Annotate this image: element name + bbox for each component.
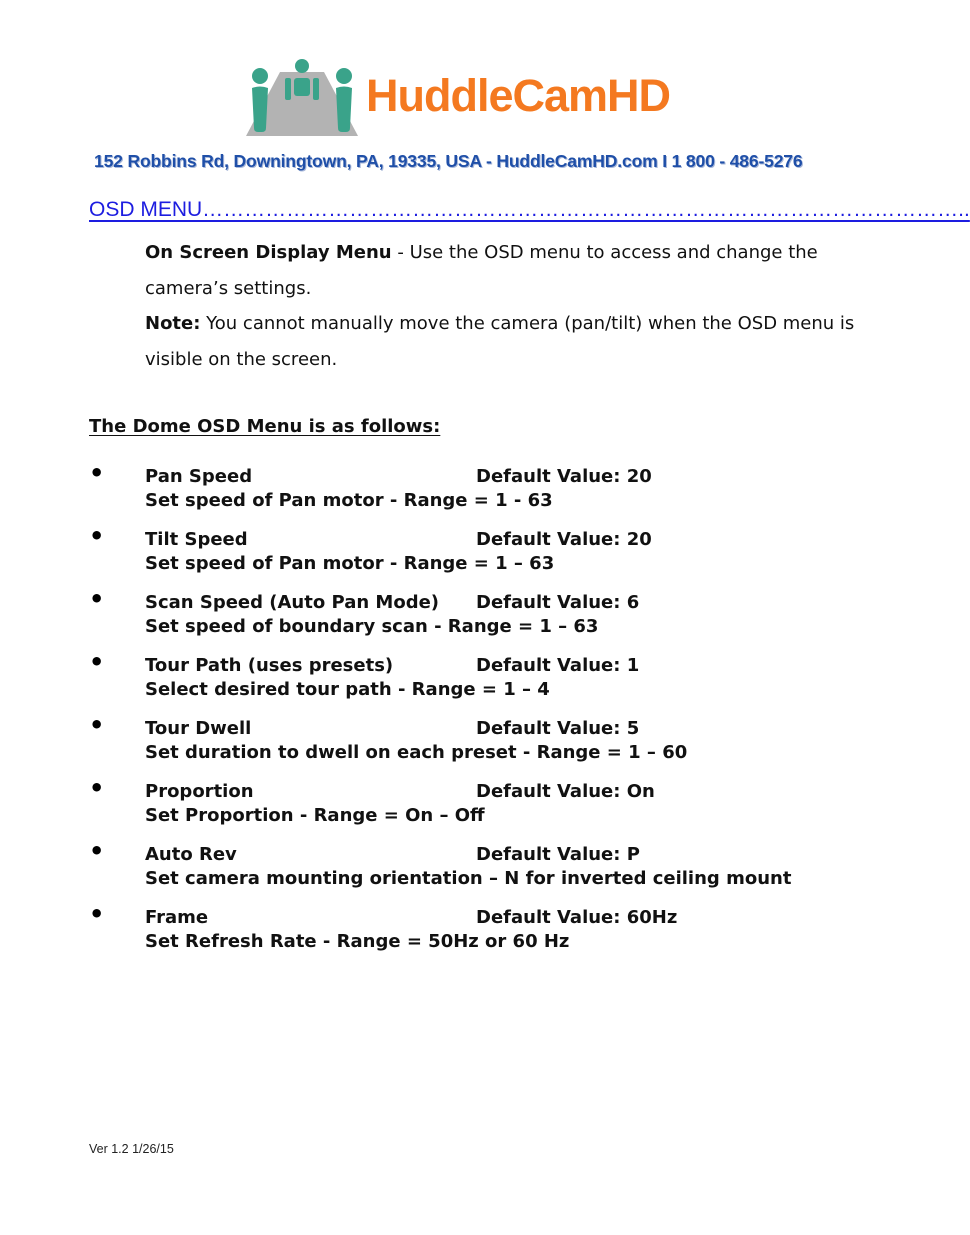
- bullet-icon: •: [89, 900, 105, 928]
- bullet-icon: •: [89, 711, 105, 739]
- list-item: [0, 522, 954, 589]
- setting-description: Set Proportion - Range = On – Off: [145, 805, 485, 826]
- setting-default: Default Value: 1: [476, 655, 640, 676]
- list-item: [0, 459, 954, 526]
- intro-line-1: [145, 235, 875, 306]
- setting-description: Set speed of boundary scan - Range = 1 – 63: [145, 616, 599, 637]
- section-heading-osd-menu[interactable]: OSD MENU………………………………………………………………………………………………..: [89, 198, 970, 221]
- intro-bold-title: On Screen Display Menu: [145, 242, 392, 263]
- intro-text: - Use the OSD menu to access and change the camera’s settings.: [145, 242, 818, 299]
- bullet-icon: •: [89, 837, 105, 865]
- note-label: Note:: [145, 313, 201, 334]
- setting-default: Default Value: 60Hz: [476, 907, 678, 928]
- setting-name: Pan Speed: [145, 466, 253, 487]
- version-footer: Ver 1.2 1/26/15: [89, 1142, 174, 1156]
- logo-people-icon: [240, 52, 365, 142]
- intro-paragraph: [145, 235, 875, 377]
- company-address: 152 Robbins Rd, Downingtown, PA, 19335, USA - HuddleCamHD.com I 1 800 - 486-5276: [94, 151, 803, 171]
- setting-name: Tilt Speed: [145, 529, 248, 550]
- setting-name: Tour Dwell: [145, 718, 252, 739]
- setting-default: Default Value: 20: [476, 529, 652, 550]
- osd-list-heading: The Dome OSD Menu is as follows:: [89, 416, 441, 437]
- setting-name: Tour Path (uses presets): [145, 655, 394, 676]
- setting-description: Set Refresh Rate - Range = 50Hz or 60 Hz: [145, 931, 570, 952]
- setting-default: Default Value: 5: [476, 718, 640, 739]
- list-item: [0, 585, 954, 652]
- setting-description: Select desired tour path - Range = 1 – 4: [145, 679, 550, 700]
- bullet-icon: •: [89, 585, 105, 613]
- setting-description: Set duration to dwell on each preset - Range = 1 – 60: [145, 742, 688, 763]
- intro-line-2: [145, 306, 875, 377]
- bullet-icon: •: [89, 459, 105, 487]
- setting-default: Default Value: 20: [476, 466, 652, 487]
- setting-name: Frame: [145, 907, 209, 928]
- setting-name: Proportion: [145, 781, 254, 802]
- setting-name: Auto Rev: [145, 844, 237, 865]
- bullet-icon: •: [89, 522, 105, 550]
- setting-description: Set speed of Pan motor - Range = 1 – 63: [145, 553, 555, 574]
- setting-default: Default Value: On: [476, 781, 655, 802]
- setting-description: Set camera mounting orientation – N for inverted ceiling mount: [145, 868, 792, 889]
- list-item: [0, 774, 954, 841]
- bullet-icon: •: [89, 774, 105, 802]
- list-item: [0, 837, 954, 904]
- huddlecamhd-logo: [240, 52, 730, 142]
- setting-description: Set speed of Pan motor - Range = 1 - 63: [145, 490, 553, 511]
- note-text: You cannot manually move the camera (pan/tilt) when the OSD menu is visible on the screen.: [145, 313, 855, 370]
- list-item: [0, 900, 954, 967]
- setting-default: Default Value: 6: [476, 592, 640, 613]
- list-item: [0, 648, 954, 715]
- list-item: [0, 711, 954, 778]
- setting-default: Default Value: P: [476, 844, 640, 865]
- setting-name: Scan Speed (Auto Pan Mode): [145, 592, 440, 613]
- logo-wordmark: HuddleCamHD: [366, 70, 671, 121]
- bullet-icon: •: [89, 648, 105, 676]
